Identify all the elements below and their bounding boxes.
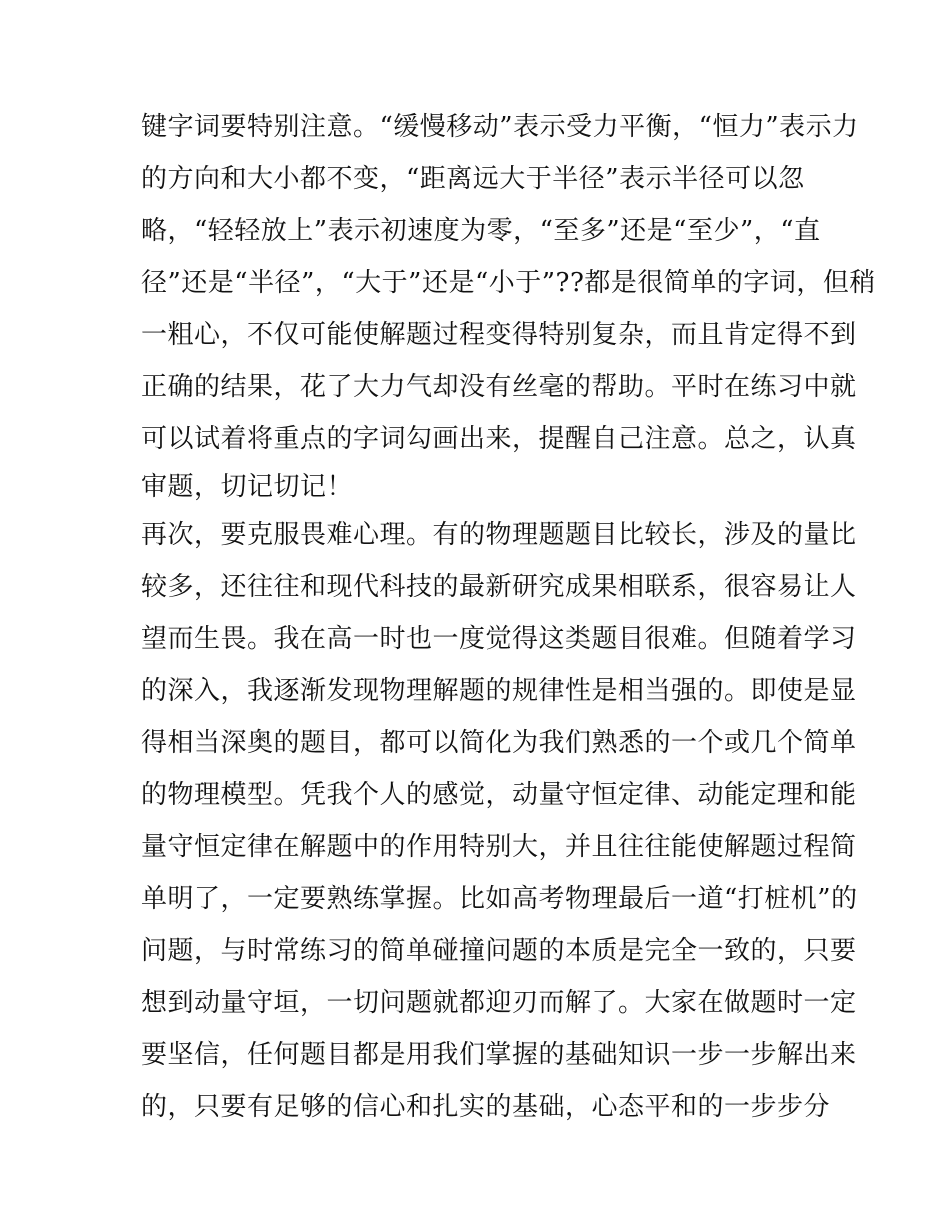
text-line-1: 键字词要特别注意。“缓慢移动”表示受力平衡，“恒力”表示力: [141, 112, 859, 142]
text-line-11: 望而生畏。我在高一时也一度觉得这类题目很难。但随着学习: [141, 624, 857, 654]
text-line-9: 再次，要克服畏难心理。有的物理题题目比较长，涉及的量比: [141, 520, 857, 550]
text-line-3: 略，“轻轻放上”表示初速度为零，“至多”还是“至少”，“直: [141, 216, 821, 246]
text-line-13: 得相当深奥的题目，都可以简化为我们熟悉的一个或几个简单: [141, 728, 857, 758]
text-line-19: 要坚信，任何题目都是用我们掌握的基础知识一步一步解出来: [141, 1040, 857, 1070]
text-line-6: 正确的结果，花了大力气却没有丝毫的帮助。平时在练习中就: [141, 372, 857, 402]
text-line-7: 可以试着将重点的字词勾画出来，提醒自己注意。总之，认真: [141, 424, 857, 454]
text-line-15: 量守恒定律在解题中的作用特别大，并且往往能使解题过程简: [141, 832, 857, 862]
text-line-5: 一粗心，不仅可能使解题过程变得特别复杂，而且肯定得不到: [141, 320, 857, 350]
text-line-2: 的方向和大小都不变，“距离远大于半径”表示半径可以忽: [141, 164, 805, 194]
text-line-14: 的物理模型。凭我个人的感觉，动量守恒定律、动能定理和能: [141, 780, 857, 810]
text-line-18: 想到动量守垣，一切问题就都迎刃而解了。大家在做题时一定: [141, 988, 857, 1018]
text-line-4: 径”还是“半径”，“大于”还是“小于”??都是很简单的字词，但稍: [141, 268, 876, 298]
text-line-10: 较多，还往往和现代科技的最新研究成果相联系，很容易让人: [141, 572, 857, 602]
text-line-20: 的，只要有足够的信心和扎实的基础，心态平和的一步步分: [141, 1092, 831, 1122]
text-line-12: 的深入，我逐渐发现物理解题的规律性是相当强的。即使是显: [141, 676, 857, 706]
text-line-8: 审题，切记切记！: [141, 472, 354, 502]
text-line-17: 问题，与时常练习的简单碰撞问题的本质是完全一致的，只要: [141, 936, 857, 966]
text-line-16: 单明了，一定要熟练掌握。比如高考物理最后一道“打桩机”的: [141, 884, 858, 914]
